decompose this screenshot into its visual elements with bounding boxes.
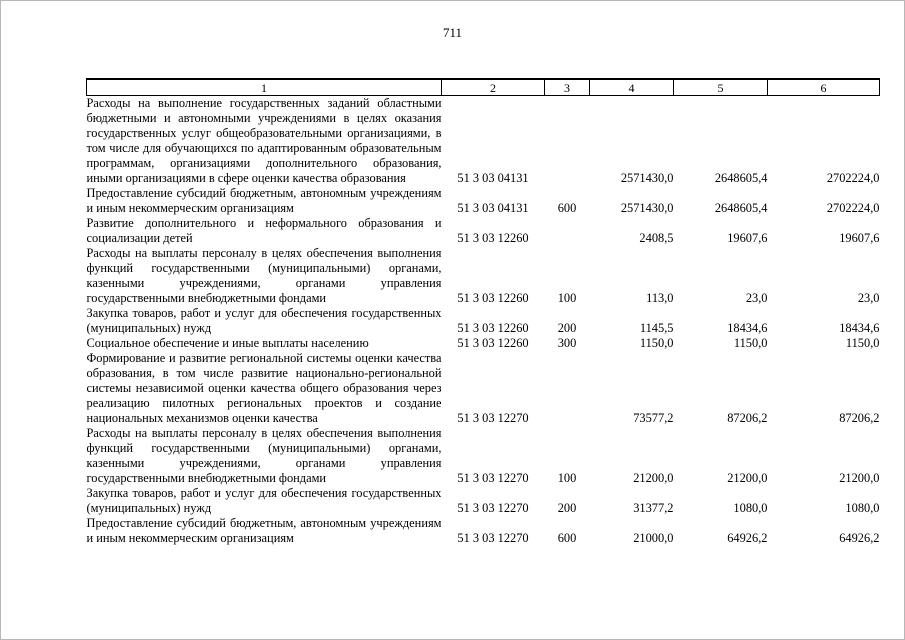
cell-expense-type: 200	[557, 501, 577, 515]
table-row	[87, 516, 880, 546]
column-header-4: 4	[590, 79, 674, 96]
table-header-row	[87, 79, 880, 96]
cell-budget-code: 51 3 03 12260	[457, 321, 529, 335]
column-header-3: 3	[545, 79, 590, 96]
cell-expense-type	[545, 96, 590, 187]
cell-amount-year1: 2408,5	[639, 231, 674, 245]
cell-expense-type: 600	[557, 201, 577, 215]
cell-amount-year3: 64926,2	[839, 531, 880, 545]
cell-amount-year3: 23,0	[857, 291, 880, 305]
cell-expense-type: 200	[557, 321, 577, 335]
cell-amount-year1: 113,0	[646, 291, 674, 305]
cell-description: Социальное обеспечение и иные выплаты населению	[86, 336, 369, 350]
cell-amount-year2: 87206,2	[727, 411, 768, 425]
table-row	[87, 426, 880, 486]
cell-expense-type: 300	[557, 336, 577, 350]
cell-amount-year2: 1080,0	[733, 501, 768, 515]
cell-amount-year2: 1150,0	[733, 336, 768, 350]
cell-amount-year2: 18434,6	[727, 321, 768, 335]
cell-budget-code: 51 3 03 12270	[457, 531, 529, 545]
cell-expense-type: 100	[557, 291, 577, 305]
column-header-6: 6	[768, 79, 880, 96]
cell-description: Формирование и развитие региональной системы оценки качества образования, в том числе развитие национально-региональной системы независимой оценки качества общего образования через реализацию пилотных региональных проектов и создание национальных механизмов оценки качества	[86, 351, 442, 425]
column-header-2: 2	[442, 79, 545, 96]
cell-description: Расходы на выплаты персоналу в целях обеспечения выполнения функций государственными (муниципальными) органами, казенными учреждениями, органами управления государственными внебюджетными фондами	[86, 246, 442, 305]
cell-description: Закупка товаров, работ и услуг для обеспечения государственных (муниципальных) нужд	[86, 486, 442, 515]
cell-amount-year3: 2702224,0	[826, 201, 880, 215]
cell-amount-year3: 1150,0	[845, 336, 880, 350]
table-row	[87, 246, 880, 306]
cell-expense-type	[545, 351, 590, 426]
table-row	[87, 96, 880, 187]
cell-amount-year1: 2571430,0	[620, 171, 674, 185]
cell-amount-year2: 2648605,4	[714, 201, 768, 215]
cell-amount-year2: 23,0	[745, 291, 768, 305]
column-header-5: 5	[674, 79, 768, 96]
page-number: 711	[442, 25, 463, 40]
cell-expense-type: 600	[557, 531, 577, 545]
cell-description: Закупка товаров, работ и услуг для обеспечения государственных (муниципальных) нужд	[86, 306, 442, 335]
table-row	[87, 351, 880, 426]
cell-amount-year1: 73577,2	[633, 411, 674, 425]
cell-amount-year2: 64926,2	[727, 531, 768, 545]
cell-amount-year1: 21200,0	[633, 471, 674, 485]
cell-amount-year3: 1080,0	[845, 501, 880, 515]
cell-amount-year3: 87206,2	[839, 411, 880, 425]
cell-budget-code: 51 3 03 12260	[457, 291, 529, 305]
cell-budget-code: 51 3 03 12270	[457, 411, 529, 425]
cell-amount-year1: 21000,0	[633, 531, 674, 545]
table-row	[87, 186, 880, 216]
cell-amount-year3: 2702224,0	[826, 171, 880, 185]
cell-description: Предоставление субсидий бюджетным, автономным учреждениям и иным некоммерческим организациям	[86, 516, 442, 545]
cell-budget-code: 51 3 03 12260	[457, 336, 529, 350]
cell-expense-type: 100	[557, 471, 577, 485]
table-row	[87, 306, 880, 336]
cell-amount-year1: 1145,5	[639, 321, 674, 335]
column-header-1: 1	[87, 79, 442, 96]
cell-budget-code: 51 3 03 04131	[457, 201, 529, 215]
cell-amount-year1: 2571430,0	[620, 201, 674, 215]
table-row	[87, 336, 880, 351]
table-row	[87, 486, 880, 516]
table-body	[87, 96, 880, 547]
cell-description: Расходы на выплаты персоналу в целях обеспечения выполнения функций государственными (муниципальными) органами, казенными учреждениями, органами управления государственными внебюджетными фондами	[86, 426, 442, 485]
cell-amount-year1: 1150,0	[639, 336, 674, 350]
cell-amount-year3: 18434,6	[839, 321, 880, 335]
cell-budget-code: 51 3 03 04131	[457, 171, 529, 185]
cell-amount-year2: 19607,6	[727, 231, 768, 245]
cell-amount-year3: 21200,0	[839, 471, 880, 485]
cell-expense-type	[545, 216, 590, 246]
cell-budget-code: 51 3 03 12270	[457, 501, 529, 515]
cell-budget-code: 51 3 03 12270	[457, 471, 529, 485]
cell-description: Расходы на выполнение государственных заданий областными бюджетными и автономными учреждениями в целях оказания государственных услуг общеобразовательными организациями, в том числе для обучающихся по адаптированным образовательным программам, организациями дополнительного образования, иными организациями в сфере оценки качества образования	[86, 96, 442, 185]
cell-amount-year1: 31377,2	[633, 501, 674, 515]
cell-amount-year2: 2648605,4	[714, 171, 768, 185]
cell-budget-code: 51 3 03 12260	[457, 231, 529, 245]
budget-table	[86, 78, 880, 546]
cell-amount-year2: 21200,0	[727, 471, 768, 485]
cell-amount-year3: 19607,6	[839, 231, 880, 245]
cell-description: Предоставление субсидий бюджетным, автономным учреждениям и иным некоммерческим организациям	[86, 186, 442, 215]
table-row	[87, 216, 880, 246]
cell-description: Развитие дополнительного и неформального образования и социализации детей	[86, 216, 442, 245]
